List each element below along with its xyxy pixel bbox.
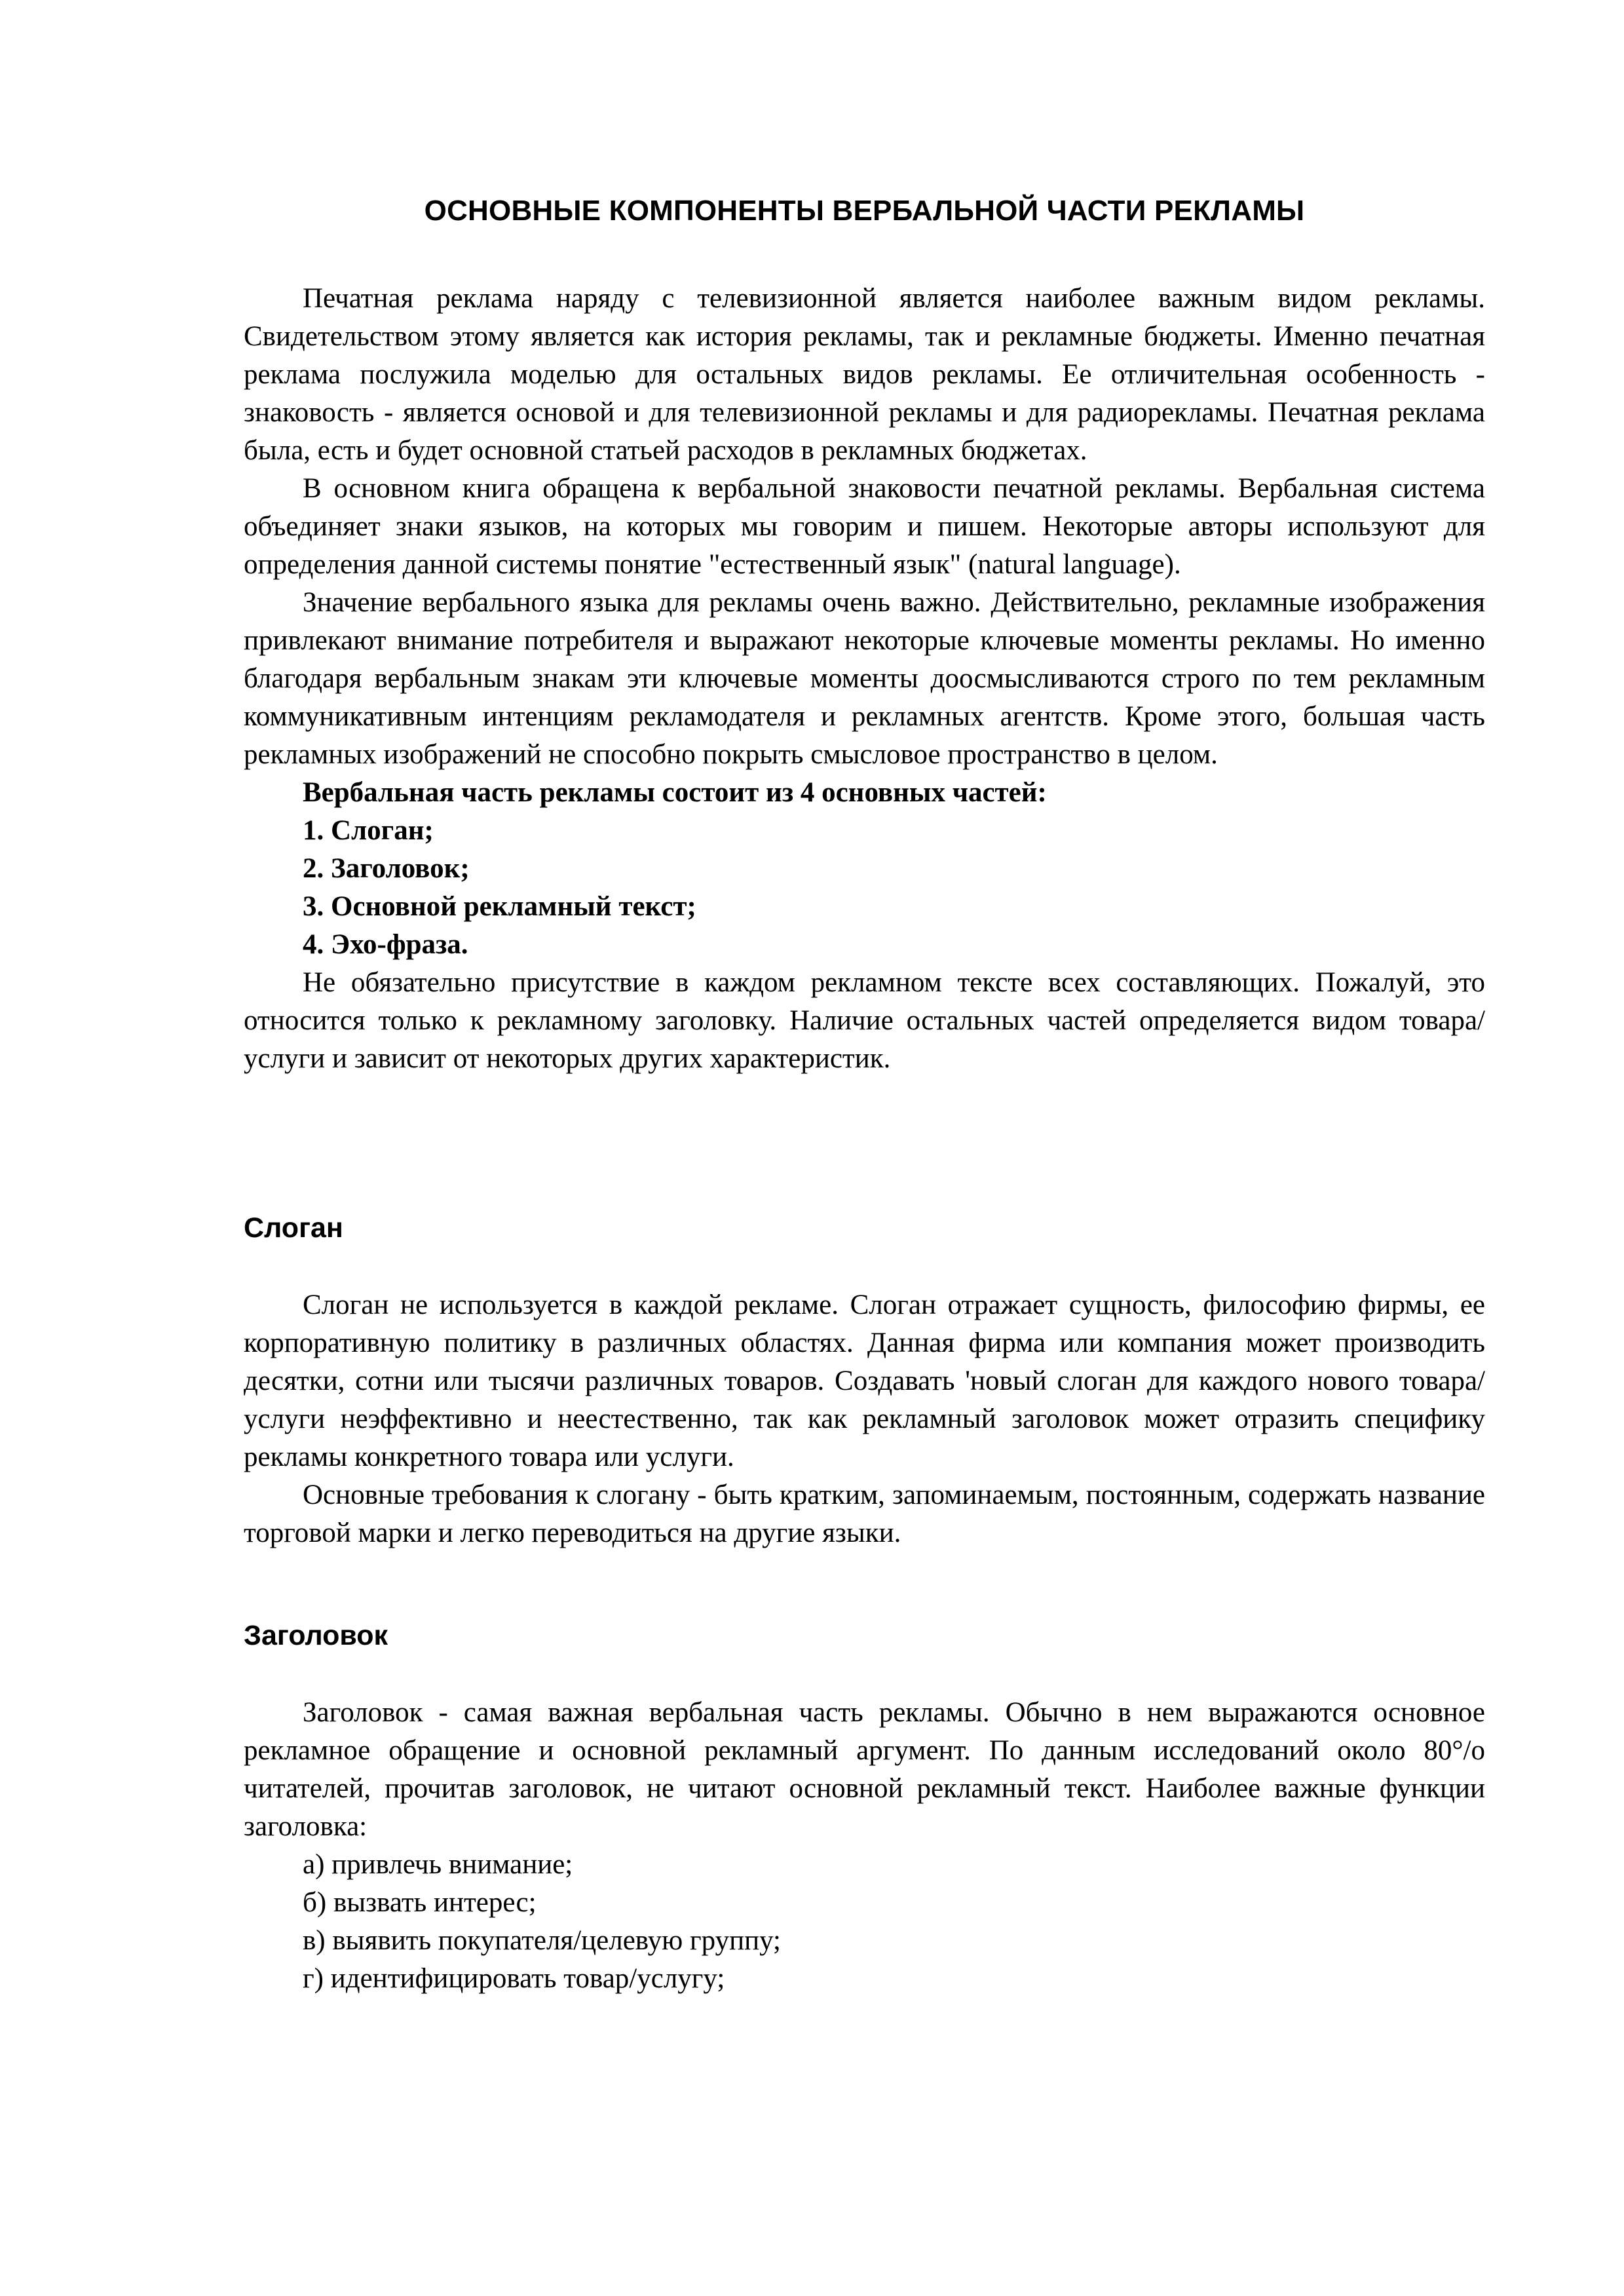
slogan-section <box>244 1286 1485 1552</box>
headline-function-item: а) привлечь внимание; <box>303 1849 573 1880</box>
intro-section <box>244 280 1485 1078</box>
components-list-item: 2. Заголовок; <box>303 853 470 884</box>
intro-paragraph-3: Значение вербального языка для рекламы очень важно. Действительно, рекламные изображения привлекают внимание потребителя и выражают некоторые ключевые моменты рекламы. Но именно благодаря вербальным знакам эти ключевые моменты доосмысливаются строго по тем рекламным коммуникативным интенциям рекламодателя и рекламных агентств. Кроме этого, большая часть рекламных изображений не способно покрыть смысловое пространство в целом. <box>244 587 1485 770</box>
headline-section <box>244 1694 1485 1998</box>
intro-paragraph-2: В основном книга обращена к вербальной знаковости печатной рекламы. Вербальная система объединяет знаки языков, на которых мы говорим и пишем. Некоторые авторы используют для определения данной системы понятие "естественный язык" (natural language). <box>244 473 1485 580</box>
components-list-item: 1. Слоган; <box>303 815 434 846</box>
intro-paragraph-4: Не обязательно присутствие в каждом рекламном тексте всех составляющих. Пожалуй, это относится только к рекламному заголовку. Наличие остальных частей определяется видом товара/услуги и зависит от некоторых других характеристик. <box>244 967 1485 1074</box>
headline-function-item: б) вызвать интерес; <box>303 1887 537 1918</box>
headline-paragraph-1: Заголовок - самая важная вербальная часть рекламы. Обычно в нем выражаются основное рекламное обращение и основной рекламный аргумент. По данным исследований около 80°/о читателей, прочитав заголовок, не читают основной рекламный текст. Наиболее важные функции заголовка: <box>244 1697 1485 1842</box>
slogan-paragraph-1: Слоган не используется в каждой рекламе. Слоган отражает сущность, философию фирмы, ее корпоративную политику в различных областях. Данная фирма или компания может производить десятки, сотни или тысячи различных товаров. Создавать 'новый слоган для каждого нового товара/услуги неэффективно и неестественно, так как рекламный заголовок может отразить специфику рекламы конкретного товара или услуги. <box>244 1290 1485 1472</box>
slogan-heading: Слоган <box>244 1212 343 1244</box>
headline-heading: Заголовок <box>244 1620 388 1651</box>
components-list-item: 3. Основной рекламный текст; <box>303 891 696 922</box>
slogan-paragraph-2: Основные требования к слогану - быть кратким, запоминаемым, постоянным, содержать название торговой марки и легко переводиться на другие языки. <box>244 1480 1485 1548</box>
components-list-item: 4. Эхо-фраза. <box>303 929 468 960</box>
document-title: ОСНОВНЫЕ КОМПОНЕНТЫ ВЕРБАЛЬНОЙ ЧАСТИ РЕКЛАМЫ <box>424 195 1305 227</box>
headline-function-item: г) идентифицировать товар/услугу; <box>303 1963 725 1994</box>
headline-function-item: в) выявить покупателя/целевую группу; <box>303 1925 781 1956</box>
components-list-heading: Вербальная часть рекламы состоит из 4 основных частей: <box>303 777 1047 808</box>
intro-paragraph-1: Печатная реклама наряду с телевизионной является наиболее важным видом рекламы. Свидетельством этому является как история рекламы, так и рекламные бюджеты. Именно печатная реклама послужила моделью для остальных видов рекламы. Ее отличительная особенность - знаковость - является основой и для телевизионной рекламы и для радиорекламы. Печатная реклама была, есть и будет основной статьей расходов в рекламных бюджетах. <box>244 283 1485 466</box>
